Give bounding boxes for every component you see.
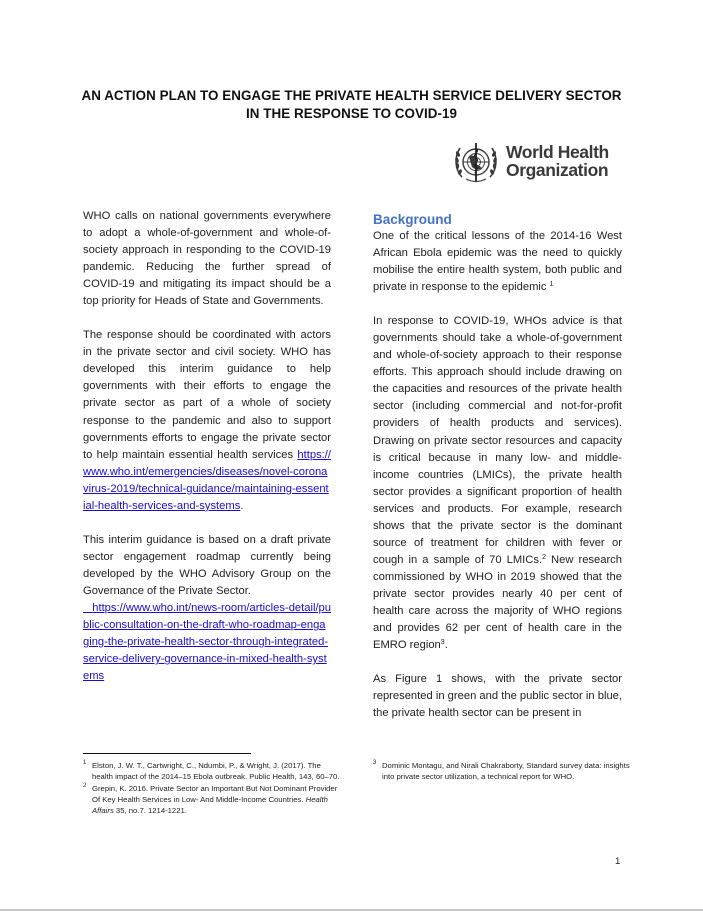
response-text: The response should be coordinated with actors in the private sector and civil society. WHO has developed this interim guidance to help governments with their efforts to engage the private sector as part of a whole of society response to the pandemic and also to support governments efforts to engage the private sector to help maintain essential health services <box>83 329 331 461</box>
footnote-number: 2 <box>83 782 87 789</box>
background-heading: Background <box>373 212 452 227</box>
left-column <box>83 208 331 702</box>
guidance-text: This interim guidance is based on a draft private sector engagement roadmap currently being developed by the WHO Advisory Group on the Governance of the Private Sector. <box>83 533 331 597</box>
footnote-journal: Health Affairs <box>92 794 328 816</box>
title-line-2: IN THE RESPONSE TO COVID-19 <box>246 106 457 121</box>
footnote-text: Grepin, K. 2016. Private Sector an Important But Not Dominant Provider Of Key Health Services in Low- And Middle-Income Countries. <box>92 783 338 804</box>
footnote-text-end: 35, no.7. 1214-1221. <box>113 806 187 816</box>
footnote-ref-2[interactable]: 2 <box>542 553 546 561</box>
document-title <box>40 87 663 123</box>
background-text-2b: New research commissioned by WHO in 2019 showed that the private sector provides nearly 40 per cent of health care across the majority of WHO regions and provides 62 per cent of health care in the EMRO region <box>373 553 622 652</box>
who-logo-text <box>506 143 609 179</box>
footnote-text: Elston, J. W. T., Cartwright, C., Ndumbi, P., & Wright, J. (2017). The health impact of the 2014–15 Ebola outbreak. Public Health, 143, 60–70. <box>92 761 340 782</box>
background-paragraph-2 <box>373 313 622 654</box>
essential-health-services-link[interactable]: https://www.who.int/emergencies/diseases/novel-coronavirus-2019/technical-guidance/maintaining-essential-health-services-and-systems <box>83 448 331 512</box>
footnote-3 <box>373 760 633 783</box>
right-column <box>373 211 622 739</box>
background-paragraph-3: As Figure 1 shows, with the private sector represented in green and the public sector in blue, the private health sector can be present in <box>373 673 622 720</box>
footnote-ref-3[interactable]: 3 <box>440 639 445 647</box>
footnote-2 <box>83 783 343 817</box>
who-emblem-icon <box>452 137 500 185</box>
footnote-number: 3 <box>373 760 377 766</box>
title-line-1: AN ACTION PLAN TO ENGAGE THE PRIVATE HEALTH SERVICE DELIVERY SECTOR <box>81 88 622 103</box>
footnotes-left <box>83 760 343 816</box>
background-paragraph-1 <box>373 228 622 296</box>
footnote-number: 1 <box>83 760 87 766</box>
public-consultation-link[interactable]: https://www.who.int/news-room/articles-detail/public-consultation-on-the-draft-who-roadmap-engaging-the-private-health-sector-through-integrated-service-delivery-governance-in-mixed-health-systems <box>83 601 331 683</box>
footnotes-right <box>373 760 633 783</box>
response-paragraph <box>83 327 331 515</box>
background-text-1: One of the critical lessons of the 2014-16 West African Ebola epidemic was the need to quickly mobilise the entire health system, both public and private in response to the epidemic <box>373 230 622 294</box>
who-logo <box>452 137 612 185</box>
response-end: . <box>240 499 244 512</box>
footnote-1 <box>83 760 343 783</box>
guidance-paragraph <box>83 532 331 685</box>
logo-line-1: World Health <box>506 142 609 162</box>
background-text-2-end: . <box>444 639 448 652</box>
logo-line-2: Organization <box>506 160 609 180</box>
intro-paragraph: WHO calls on national governments everywhere to adopt a whole-of-government and whole-of-society approach in responding to the COVID-19 pandemic. Reducing the further spread of COVID-19 and mitigating its impact should be a top priority for Heads of State and Governments. <box>83 210 331 308</box>
page-number: 1 <box>615 856 621 867</box>
footnote-separator <box>83 753 251 754</box>
background-text-2a: In response to COVID-19, WHOs advice is that governments should take a whole-of-government and whole-of-society approach to their response efforts. This approach should include drawing on the capacities and resources of the private health sector (including commercial and not-for-profit providers of health products and services). Drawing on private sector resources and capacity is critical because in many low- and middle- income countries (LMICs), the private health sector provides a significant proportion of health services and products. For example, research shows that the private sector is the dominant source of treatment for children with fever or cough in a sample of 70 LMICs. <box>373 315 622 566</box>
footnote-text: Dominic Montagu, and Nirali Chakraborty, Standard survey data: insights into private sector utilization, a technical report for WHO. <box>382 761 630 782</box>
footnote-ref-1[interactable]: 1 <box>549 281 554 289</box>
